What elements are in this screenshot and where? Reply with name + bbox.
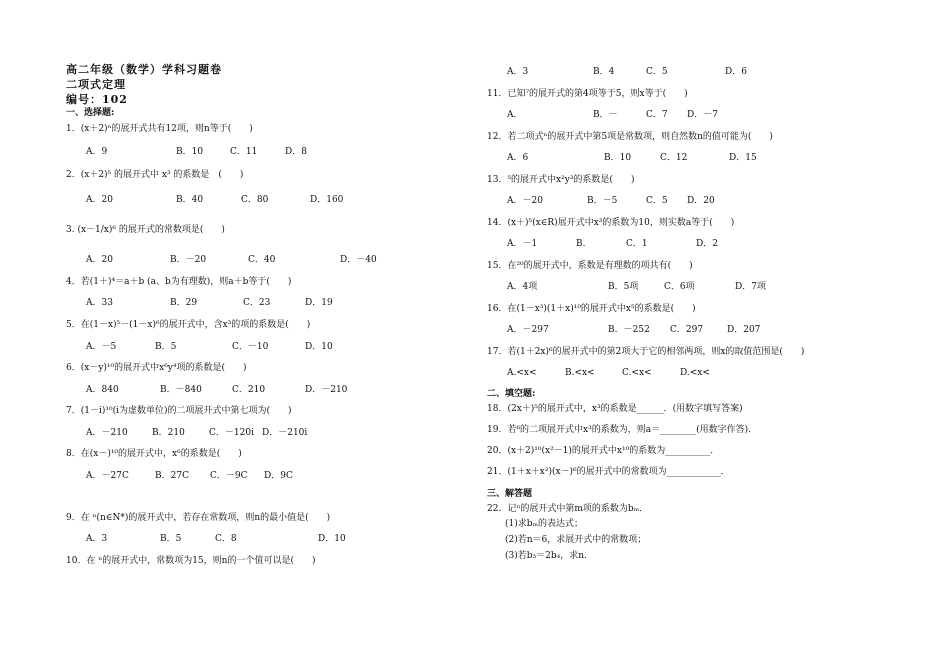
question-8-stem: 8．在(x－)¹⁰的展开式中，x⁶的系数是( ) (66, 449, 242, 459)
option-b: B．5 (155, 342, 177, 352)
option-b: B．27C (155, 471, 189, 481)
question-13-options (480, 195, 940, 207)
option-a: A．6 (507, 153, 529, 163)
option-b: B． (576, 239, 592, 249)
option-a: A．3 (86, 534, 108, 544)
option-b: B．210 (152, 428, 185, 438)
question-2-stem: 2．(x＋2)⁵ 的展开式中 x³ 的系数是 ( ) (66, 170, 244, 180)
option-a: A．－5 (86, 342, 117, 352)
option-a: A．－20 (507, 196, 543, 206)
section-heading-choice: 一、选择题: (66, 108, 115, 118)
question-8-options (0, 470, 470, 482)
question-9-stem: 9．在 ⁿ(n∈N*)的展开式中，若存在常数项，则n的最小值是( ) (66, 513, 331, 523)
option-d: D.<x< (680, 368, 710, 378)
question-6-stem: 6．(x－y)¹⁰的展开式中x⁶y⁴项的系数是( ) (66, 363, 247, 373)
question-7-stem: 7．(1－i)¹⁰(i为虚数单位)的二项展开式中第七项为( ) (66, 406, 292, 416)
option-c: C．23 (243, 298, 271, 308)
option-b: B．－840 (160, 385, 202, 395)
question-1-options (0, 146, 470, 158)
option-a: A．3 (507, 67, 529, 77)
question-22-stem: 22．记ⁿ的展开式中第m项的系数为bₘ． (487, 504, 649, 514)
question-22-part-3: (3)若b₃＝2b₄，求n. (505, 551, 587, 561)
question-3-stem: 3. (x－1/x)⁶ 的展开式的常数项是( ) (66, 225, 225, 235)
question-15-options (480, 281, 940, 293)
option-c: C．11 (230, 147, 258, 157)
question-16-options (480, 324, 940, 336)
option-a: A．－297 (507, 325, 549, 335)
option-a: A．33 (86, 298, 113, 308)
question-18-stem: 18．(2x＋)⁵的展开式中，x³的系数是______．(用数字填写答案) (487, 404, 743, 414)
option-c: C．7 (646, 110, 668, 120)
option-d: D．－40 (340, 255, 377, 265)
question-14-stem: 14．(x＋)⁵(x∈R)展开式中x³的系数为10，则实数a等于( ) (487, 218, 735, 228)
question-22-part-1: (1)求bₘ的表达式； (505, 519, 584, 529)
question-22-part-2: (2)若n＝6，求展开式中的常数项； (505, 535, 647, 545)
option-c: C.<x< (622, 368, 652, 378)
option-d: D．207 (727, 325, 761, 335)
option-b: B．10 (604, 153, 632, 163)
question-17-stem: 17．若(1＋2x)⁶的展开式中的第2项大于它的相邻两项，则x的取值范围是( ) (487, 347, 805, 357)
option-d: D．－210 (305, 385, 348, 395)
question-14-options (480, 238, 940, 250)
option-a: A．840 (86, 385, 119, 395)
question-21-stem: 21．(1＋x＋x²)(x－)⁶的展开式中的常数项为____________． (487, 467, 730, 477)
option-c: C．8 (215, 534, 237, 544)
option-c: C．－10 (232, 342, 269, 352)
question-12-options (480, 152, 940, 164)
option-d: D．2 (696, 239, 718, 249)
option-d: D．160 (310, 195, 344, 205)
question-19-stem: 19．若⁶的二项展开式中x³的系数为，则a＝________(用数字作答)． (487, 425, 758, 435)
option-b: B．40 (176, 195, 204, 205)
question-20-stem: 20．(x＋2)¹⁰(x²－1)的展开式中x¹⁰的系数为__________． (487, 446, 720, 456)
option-d: D．－7 (687, 110, 718, 120)
option-d: D．9C (264, 471, 293, 481)
option-b: B．5 (160, 534, 182, 544)
section-heading-fill: 二、填空题: (487, 389, 536, 399)
option-d: D．－210i (262, 428, 308, 438)
exam-subtitle: 二项式定理 (66, 78, 126, 91)
question-4-stem: 4．若(1＋)⁴＝a＋b (a、b为有理数)，则a＋b等于( ) (66, 277, 292, 287)
question-5-stem: 5．在(1－x)⁵－(1－x)⁶的展开式中，含x³的项的系数是( ) (66, 320, 311, 330)
option-c: C．－9C (210, 471, 248, 481)
option-b: B．－ (593, 110, 618, 120)
option-d: D．10 (318, 534, 346, 544)
option-d: D．19 (305, 298, 333, 308)
option-c: C．12 (660, 153, 688, 163)
option-d: D．10 (305, 342, 333, 352)
option-b: B．4 (593, 67, 615, 77)
option-a: A．－27C (86, 471, 129, 481)
option-a: A．20 (86, 195, 113, 205)
option-d: D．20 (687, 196, 715, 206)
option-c: C．210 (232, 385, 266, 395)
option-c: C．5 (646, 67, 668, 77)
option-b: B．29 (170, 298, 198, 308)
option-b: B．5项 (608, 282, 639, 292)
option-c: C．80 (241, 195, 269, 205)
exam-code: 编号：102 (66, 93, 128, 106)
option-b: B．－252 (608, 325, 650, 335)
question-5-options (0, 341, 470, 353)
option-a: A.<x< (507, 368, 537, 378)
question-10-options (480, 66, 940, 78)
option-b: B．－5 (587, 196, 618, 206)
option-a: A．－210 (86, 428, 128, 438)
question-9-options (0, 533, 470, 545)
question-12-stem: 12．若二项式ⁿ的展开式中第5项是常数项，则自然数n的值可能为( ) (487, 132, 773, 142)
option-d: D．8 (285, 147, 307, 157)
option-b: B．10 (176, 147, 204, 157)
option-c: C．－120i (209, 428, 254, 438)
option-a: A． (507, 110, 523, 120)
question-13-stem: 13．⁵的展开式中x²y³的系数是( ) (487, 175, 635, 185)
option-a: A．－1 (507, 239, 538, 249)
question-10-stem: 10．在 ⁿ的展开式中，常数项为15，则n的一个值可以是( ) (66, 556, 316, 566)
option-d: D．15 (729, 153, 757, 163)
question-6-options (0, 384, 470, 396)
question-11-options (480, 109, 940, 121)
section-heading-answer: 三、解答题 (487, 489, 533, 499)
exam-title: 高二年级（数学）学科习题卷 (66, 63, 222, 76)
option-c: C．297 (670, 325, 704, 335)
question-7-options (0, 427, 470, 439)
option-c: C．6项 (664, 282, 695, 292)
question-2-options (0, 194, 470, 206)
option-a: A．9 (86, 147, 108, 157)
option-c: C．1 (626, 239, 648, 249)
question-4-options (0, 297, 470, 309)
option-b: B.<x< (565, 368, 595, 378)
question-11-stem: 11．已知⁷的展开式的第4项等于5，则x等于( ) (487, 89, 688, 99)
option-c: C．40 (248, 255, 276, 265)
question-3-options (0, 254, 470, 266)
question-17-options (480, 367, 940, 379)
option-d: D．7项 (735, 282, 766, 292)
option-a: A．4项 (507, 282, 538, 292)
option-c: C．5 (646, 196, 668, 206)
question-16-stem: 16．在(1－x³)(1＋x)¹⁰的展开式中x⁵的系数是( ) (487, 304, 696, 314)
option-b: B．－20 (170, 255, 207, 265)
option-d: D．6 (725, 67, 747, 77)
option-a: A．20 (86, 255, 113, 265)
question-1-stem: 1．(x＋2)ⁿ的展开式共有12项，则n等于( ) (66, 124, 253, 134)
question-15-stem: 15．在²⁰的展开式中，系数是有理数的项共有( ) (487, 261, 693, 271)
